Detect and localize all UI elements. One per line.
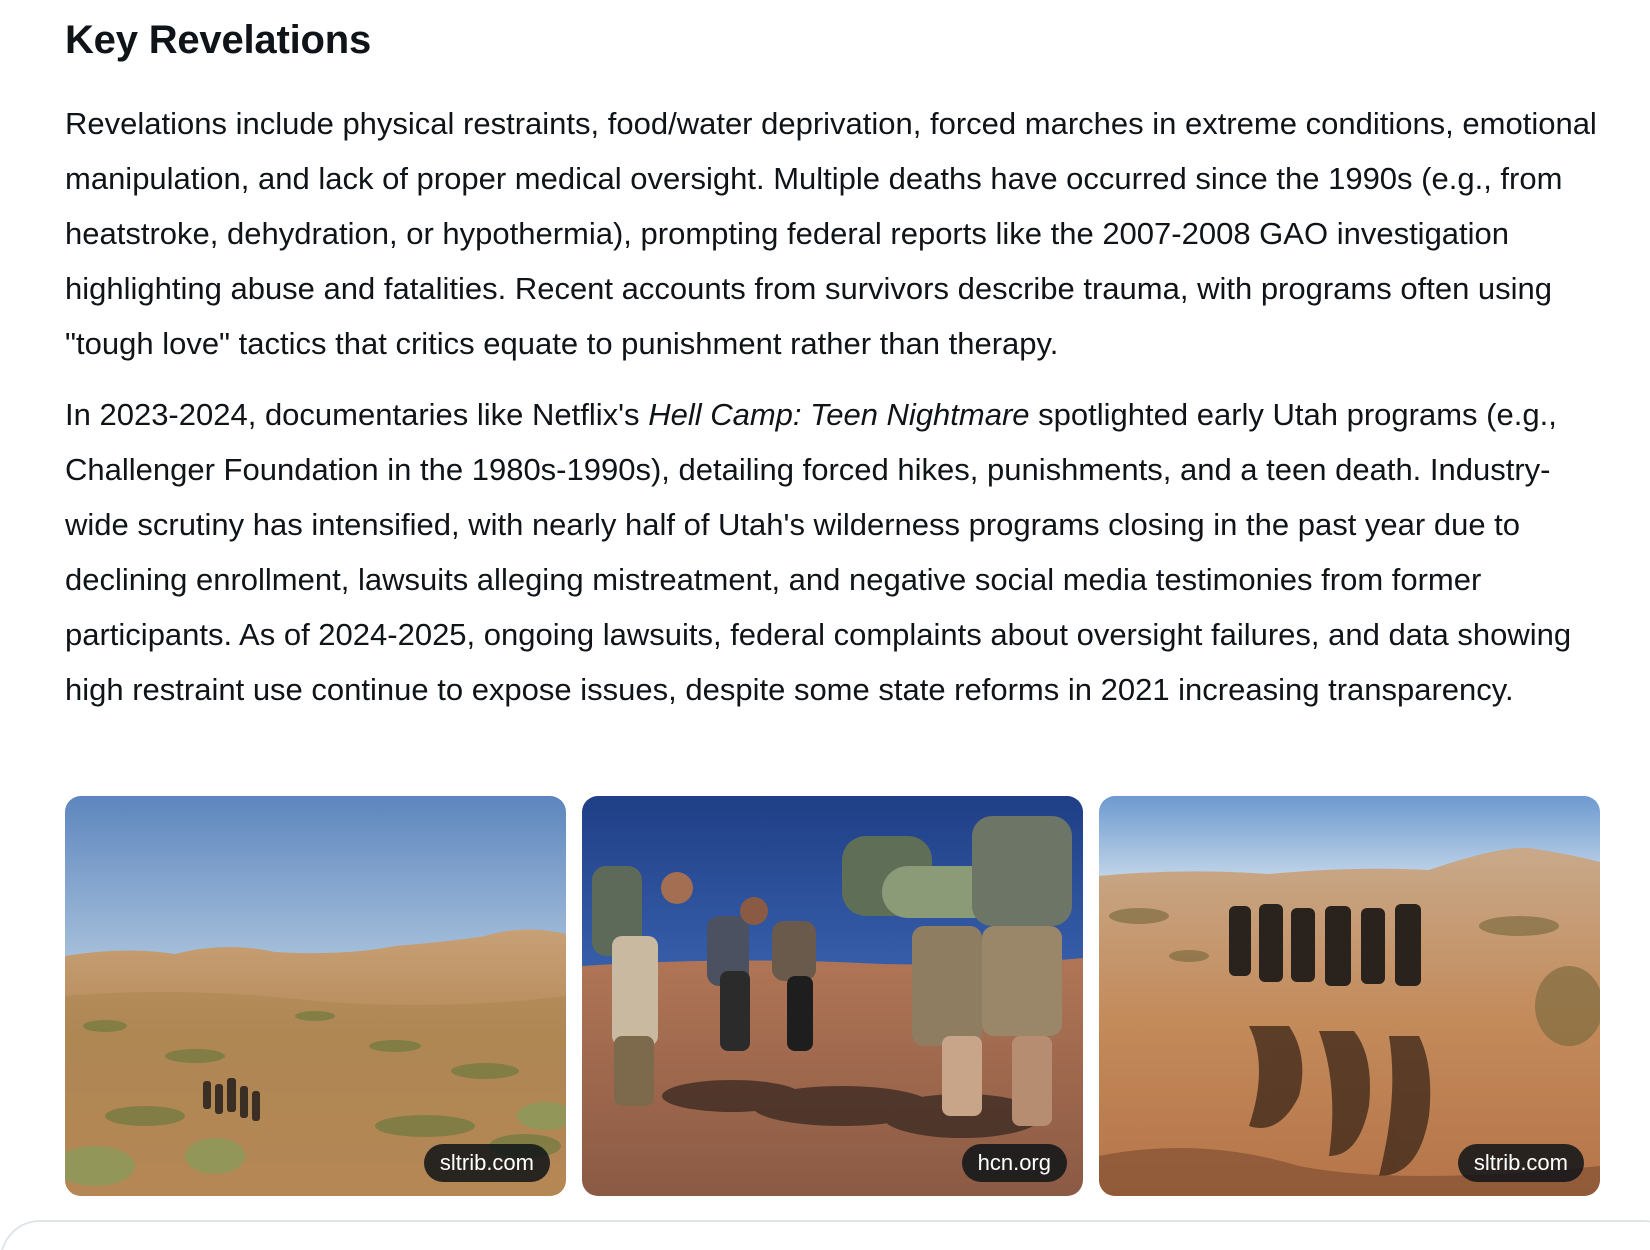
section-heading: Key Revelations (65, 18, 372, 62)
source-badge: sltrib.com (1458, 1144, 1584, 1182)
paragraph-documentaries (65, 387, 1605, 717)
composer-box[interactable] (0, 1220, 1650, 1250)
paragraph-text-before: In 2023-2024, documentaries like Netflix's (65, 397, 649, 432)
image-card-3[interactable] (1099, 796, 1600, 1196)
image-card-1[interactable] (65, 796, 566, 1196)
source-badge: hcn.org (962, 1144, 1067, 1182)
documentary-title: Hell Camp: Teen Nightmare (648, 397, 1030, 432)
image-gallery (65, 796, 1601, 1196)
source-badge: sltrib.com (424, 1144, 550, 1182)
hikers-in-sand-photo (1099, 796, 1600, 1196)
paragraph-revelations: Revelations include physical restraints, food/water deprivation, forced marches in extreme conditions, emotional manipulation, and lack of proper medical oversight. Multiple deaths have occurred since the 1990s (e.g., from heatstroke, dehydration, or hypothermia), prompting federal reports like the 2007-2008 GAO investigation highlighting abuse and fatalities. Recent accounts from survivors describe trauma, with programs often using "tough love" tactics that critics equate to punishment rather than therapy. (65, 106, 1597, 361)
article-body (65, 14, 1605, 717)
paragraph-text-after: spotlighted early Utah programs (e.g., Challenger Foundation in the 1980s-1990s), detailing forced hikes, punishments, and a teen death. Industry-wide scrutiny has intensified, with nearly half of Utah's wilderness programs closing in the past year due to declining enrollment, lawsuits alleging mistreatment, and negative social media testimonies from former participants. As of 2024-2025, ongoing lawsuits, federal complaints about oversight failures, and data showing high restraint use continue to expose issues, despite some state reforms in 2021 increasing transparency. (65, 397, 1572, 707)
hikers-with-backpacks-photo (582, 796, 1083, 1196)
image-card-2[interactable] (582, 796, 1083, 1196)
desert-landscape-photo (65, 796, 566, 1196)
